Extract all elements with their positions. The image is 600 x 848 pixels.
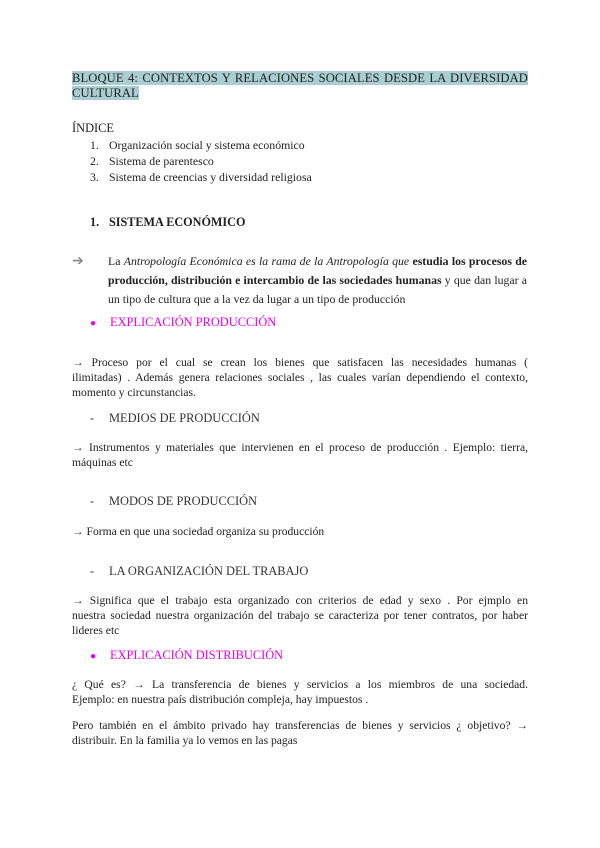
index-list [90,137,312,185]
means-paragraph [72,440,528,470]
distribution-paragraph-2 [72,718,528,748]
paragraph-line: momento y circunstancias. [72,386,196,400]
intro-italic: Antropología Económica es la rama de la Antropología que [123,254,410,268]
paragraph-line: → Significa que el trabajo esta organizado con criterios de edad y sexo . Por ejmplo en [72,594,528,607]
index-item [90,153,312,169]
production-heading [90,315,276,330]
distribution-paragraph [72,677,528,707]
dash-marker: - [90,564,95,578]
paragraph-line: Pero también en el ámbito privado hay transferencias de bienes y servicios ¿ objetivo? → [72,719,528,732]
index-item-text: Sistema de parentesco [109,154,214,168]
arrow-bullet-icon: ➔ [72,254,84,269]
title-line-1: BLOQUE 4: CONTEXTOS Y RELACIONES SOCIALES DESDE LA DIVERSIDAD [72,71,528,85]
bullet-dot-icon: ● [90,651,97,662]
index-item-number: 3. [90,170,99,184]
index-item-text: Sistema de creencias y diversidad religiosa [109,170,312,184]
paragraph-line: máquinas etc [72,456,133,470]
modes-heading [90,494,257,509]
paragraph-line: → Instrumentos y materiales que intervienen en el proceso de producción . Ejemplo: tierra, [72,441,528,454]
paragraph-line: Ejemplo: en nuestra país distribución compleja, hay impuestos . [72,693,369,707]
section-title: SISTEMA ECONÓMICO [109,215,246,229]
work-organization-heading [90,564,308,579]
work-organization-paragraph [72,593,528,639]
paragraph-line: ilimitadas) . Además genera relaciones sociales , las cuales varían dependiendo el contexto, [72,371,528,385]
modes-heading-text: MODOS DE PRODUCCIÓN [109,494,258,508]
intro-la: La [108,254,121,268]
index-heading: ÍNDICE [72,121,114,135]
production-paragraph [72,355,528,401]
section-heading [90,215,245,230]
block-title [72,71,528,101]
paragraph-line: → Proceso por el cual se crean los bienes que satisfacen las necesidades humanas ( [72,356,528,369]
modes-paragraph [72,524,528,539]
index-item [90,169,312,185]
intro-bold: estudia los procesos de producción, distribución e intercambio de las sociedades humanas [108,254,527,287]
means-heading-text: MEDIOS DE PRODUCCIÓN [109,411,260,425]
paragraph-line: nuestra sociedad nuestra organización del trabajo se caracteriza por tener contratos, por haber [72,609,528,623]
index-item-text: Organización social y sistema económico [109,138,305,152]
work-organization-heading-text: LA ORGANIZACIÓN DEL TRABAJO [109,564,309,578]
paragraph-line: → Forma en que una sociedad organiza su producción [72,525,325,538]
dash-marker: - [90,411,95,425]
bullet-dot-icon: ● [90,318,97,329]
title-line-2: CULTURAL [72,86,139,100]
distribution-heading [90,648,283,663]
intro-rest: y que dan lugar a un tipo de cultura que a la vez da lugar a un tipo de producción [108,273,527,306]
paragraph-line: ¿ Qué es? → La transferencia de bienes y servicios a los miembros de una sociedad. [72,678,528,691]
distribution-heading-text: EXPLICACIÓN DISTRIBUCIÓN [110,648,284,662]
dash-marker: - [90,494,95,508]
index-item-number: 2. [90,154,99,168]
paragraph-line: distribuir. En la familia ya lo vemos en las pagas [72,734,298,748]
index-item [90,137,312,153]
means-heading [90,411,260,426]
section-number: 1. [90,215,100,229]
paragraph-line: lideres etc [72,624,120,638]
intro-paragraph [108,252,527,309]
production-heading-text: EXPLICACIÓN PRODUCCIÓN [110,315,277,329]
index-item-number: 1. [90,138,99,152]
